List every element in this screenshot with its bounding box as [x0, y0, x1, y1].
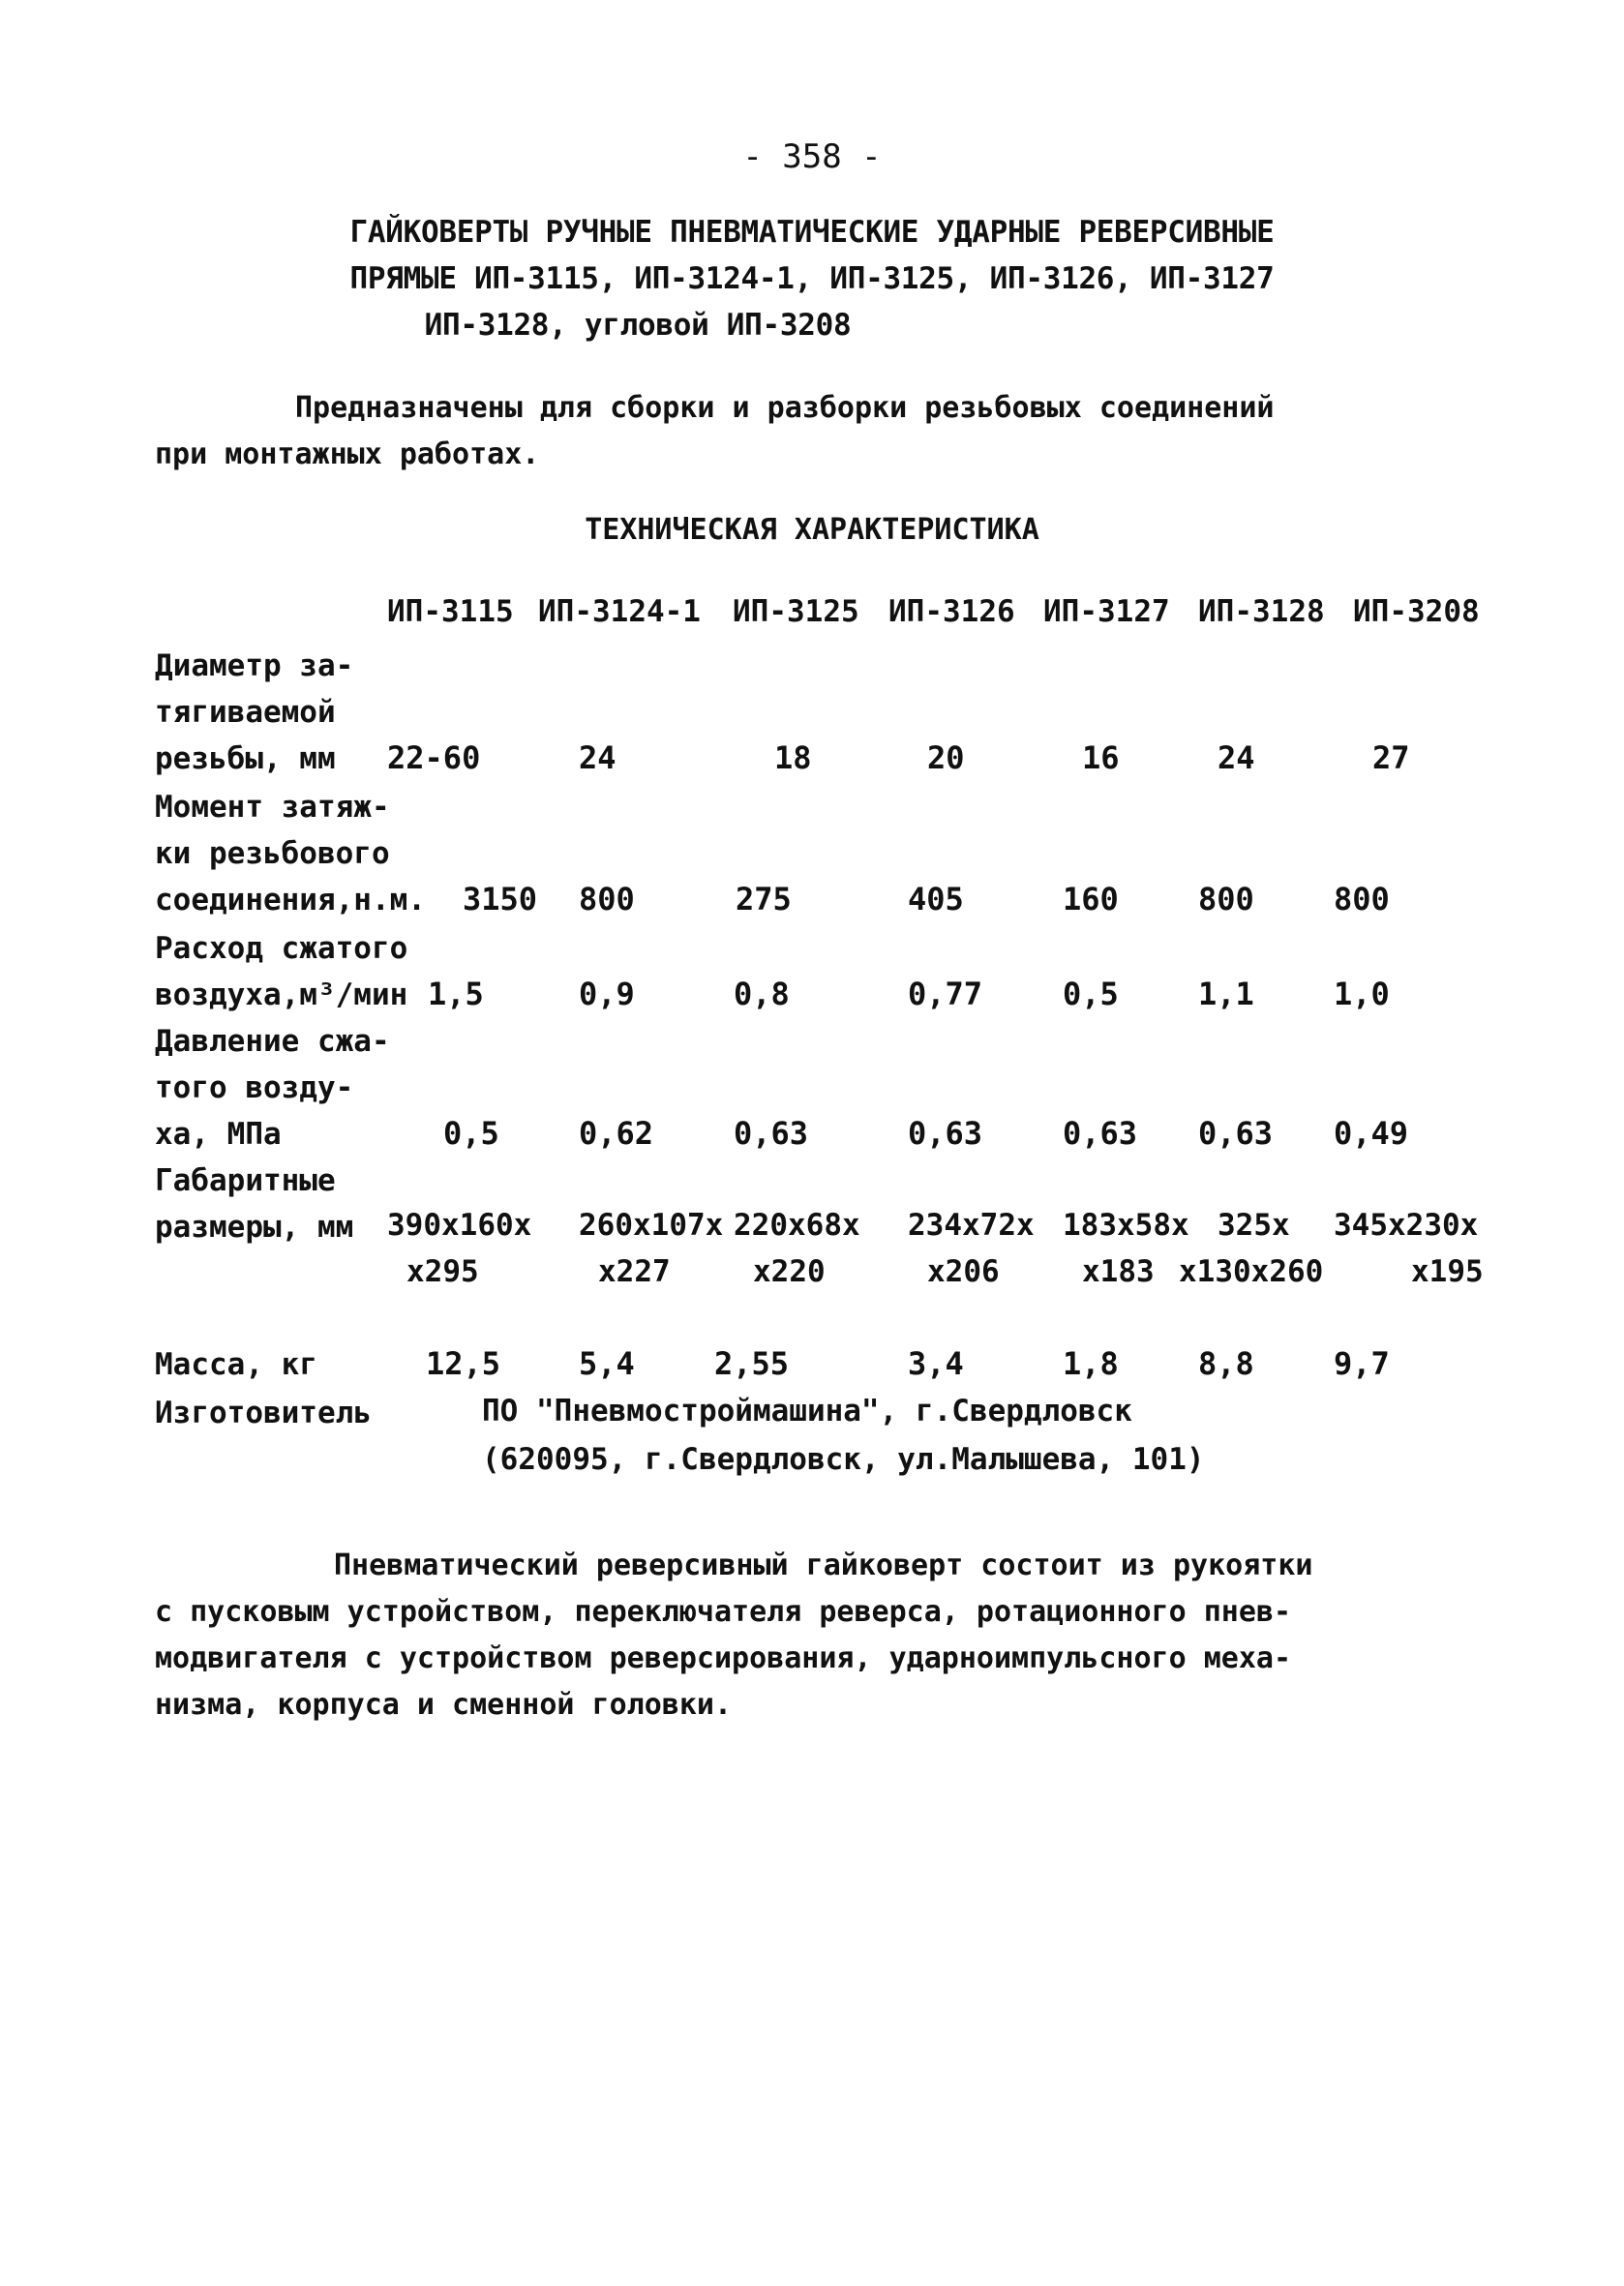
dimensions-value-4-line1: 234x72x — [908, 1208, 1035, 1243]
air-pressure-value-4: 0,63 — [908, 1115, 983, 1152]
row-label-air-pressure-3: ха, МПа — [155, 1117, 282, 1152]
row-label-torque-2: ки резьбового — [155, 836, 390, 871]
thread-diameter-value-4: 20 — [927, 739, 965, 776]
dimensions-value-3-line2: x220 — [753, 1254, 826, 1289]
mass-value-2: 5,4 — [579, 1345, 635, 1382]
thread-diameter-value-3: 18 — [774, 739, 812, 776]
torque-value-5: 160 — [1063, 881, 1119, 917]
spec-heading: ТЕХНИЧЕСКАЯ ХАРАКТЕРИСТИКА — [585, 513, 1039, 547]
air-consumption-value-5: 0,5 — [1063, 976, 1119, 1012]
title-line-3: ИП-3128, угловой ИП-3208 — [424, 308, 852, 343]
row-label-air-pressure-2: того возду- — [155, 1070, 354, 1105]
dimensions-value-4-line2: x206 — [927, 1254, 1000, 1289]
air-pressure-value-1: 0,5 — [443, 1115, 499, 1152]
dimensions-value-1-line1: 390x160x — [387, 1208, 532, 1243]
row-label-air-pressure-1: Давление сжа- — [155, 1024, 390, 1059]
description-line-3: модвигателя с устройством реверсирования, ударноимпульсного меха- — [155, 1641, 1291, 1675]
air-consumption-value-2: 0,9 — [579, 976, 635, 1012]
thread-diameter-value-5: 16 — [1082, 739, 1120, 776]
air-pressure-value-7: 0,49 — [1334, 1115, 1409, 1152]
model-header-5: ИП-3127 — [1043, 594, 1170, 629]
dimensions-value-6-line2: x130x260 — [1179, 1254, 1324, 1289]
description-line-4: низма, корпуса и сменной головки. — [155, 1688, 733, 1722]
description-line-1: Пневматический реверсивный гайковерт состоит из рукоятки — [334, 1549, 1313, 1582]
row-label-dimensions-1: Габаритные — [155, 1163, 336, 1198]
title-line-2: ПРЯМЫЕ ИП-3115, ИП-3124-1, ИП-3125, ИП-3126, ИП-3127 — [349, 261, 1275, 296]
row-label-air-consumption-1: Расход сжатого — [155, 931, 408, 966]
row-label-torque-3: соединения,н.м. — [155, 883, 426, 917]
torque-value-3: 275 — [736, 881, 792, 917]
row-label-mass: Масса, кг — [155, 1347, 317, 1382]
torque-value-1: 3150 — [463, 881, 538, 917]
dimensions-value-7-line1: 345x230x — [1334, 1208, 1479, 1243]
thread-diameter-value-1: 22-60 — [387, 739, 481, 776]
air-pressure-value-3: 0,63 — [734, 1115, 809, 1152]
air-pressure-value-6: 0,63 — [1198, 1115, 1274, 1152]
thread-diameter-value-7: 27 — [1372, 739, 1410, 776]
manufacturer-label: Изготовитель — [155, 1396, 372, 1430]
model-header-3: ИП-3125 — [733, 594, 859, 629]
model-header-1: ИП-3115 — [387, 594, 514, 629]
purpose-line-1: Предназначены для сборки и разборки резьбовых соединений — [295, 391, 1275, 425]
purpose-line-2: при монтажных работах. — [155, 437, 540, 471]
dimensions-value-6-line1: 325x — [1218, 1208, 1290, 1243]
mass-value-7: 9,7 — [1334, 1345, 1390, 1382]
torque-value-6: 800 — [1198, 881, 1254, 917]
mass-value-5: 1,8 — [1063, 1345, 1119, 1382]
model-header-2: ИП-3124-1 — [538, 594, 701, 629]
air-consumption-value-7: 1,0 — [1334, 976, 1390, 1012]
air-consumption-value-1: 1,5 — [428, 976, 484, 1012]
dimensions-value-3-line1: 220x68x — [734, 1208, 860, 1243]
model-header-6: ИП-3128 — [1198, 594, 1325, 629]
model-header-7: ИП-3208 — [1353, 594, 1480, 629]
manufacturer-address: (620095, г.Свердловск, ул.Малышева, 101) — [482, 1442, 1205, 1477]
dimensions-value-7-line2: x195 — [1411, 1254, 1484, 1289]
air-consumption-value-4: 0,77 — [908, 976, 983, 1012]
manufacturer-name: ПО "Пневмостроймашина", г.Свердловск — [482, 1394, 1132, 1429]
row-label-dimensions-2: размеры, мм — [155, 1210, 354, 1245]
torque-value-4: 405 — [908, 881, 964, 917]
dimensions-value-2-line2: x227 — [598, 1254, 671, 1289]
thread-diameter-value-2: 24 — [579, 739, 617, 776]
mass-value-4: 3,4 — [908, 1345, 964, 1382]
dimensions-value-5-line1: 183x58x — [1063, 1208, 1189, 1243]
model-header-4: ИП-3126 — [888, 594, 1015, 629]
mass-value-6: 8,8 — [1198, 1345, 1254, 1382]
air-consumption-value-6: 1,1 — [1198, 976, 1254, 1012]
row-label-air-consumption-2: воздуха,м³/мин — [155, 978, 408, 1012]
mass-value-1: 12,5 — [426, 1345, 501, 1382]
air-consumption-value-3: 0,8 — [734, 976, 790, 1012]
dimensions-value-5-line2: x183 — [1082, 1254, 1155, 1289]
dimensions-value-1-line2: x295 — [406, 1254, 479, 1289]
row-label-thread-diameter-3: резьбы, мм — [155, 741, 336, 776]
description-line-2: с пусковым устройством, переключателя реверса, ротационного пнев- — [155, 1595, 1291, 1629]
dimensions-value-2-line1: 260x107x — [579, 1208, 724, 1243]
title-line-1: ГАЙКОВЕРТЫ РУЧНЫЕ ПНЕВМАТИЧЕСКИЕ УДАРНЫЕ РЕВЕРСИВНЫЕ — [349, 215, 1275, 250]
torque-value-7: 800 — [1334, 881, 1390, 917]
page-number: - 358 - — [742, 137, 882, 176]
torque-value-2: 800 — [579, 881, 635, 917]
row-label-thread-diameter-1: Диаметр за- — [155, 648, 354, 683]
air-pressure-value-2: 0,62 — [579, 1115, 654, 1152]
thread-diameter-value-6: 24 — [1218, 739, 1255, 776]
mass-value-3: 2,55 — [714, 1345, 790, 1382]
row-label-thread-diameter-2: тягиваемой — [155, 695, 336, 730]
air-pressure-value-5: 0,63 — [1063, 1115, 1138, 1152]
row-label-torque-1: Момент затяж- — [155, 790, 390, 825]
